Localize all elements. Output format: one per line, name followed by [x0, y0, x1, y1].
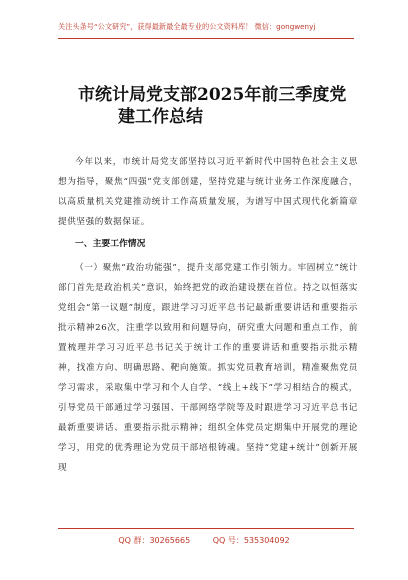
section-paragraph: （一）聚焦“政治功能强”，提升支部党建工作引领力。牢固树立“统计部门首先是政治机关”意识，始终把党的政治建设摆在首位。持之以恒落实党组会“第一议题”制度，跟进学习习近平总书记最新重要讲话和重要指示批示精神26次，注重学以致用和问题导向，研究重大问题和重点工作，前置梳理并学习习近平总书记关于统计工作的重要讲话和重要指示批示精神，找准方向、明确思路、靶向施策。抓实党员教育培训，精准聚焦党员学习需求，采取集中学习和个人自学、“线上+线下”学习相结合的模式，引导党员干部通过学习强国、干部网络学院等及时跟进学习习近平总书记最新重要讲话、重要指示批示精神；组织全体党员定期集中开展党的理论学习，用党的优秀理论为党员干部培根铸魂。坚持“党建+统计”创新开展现	[58, 263, 358, 473]
title-line-1: 市统计局党支部2025年前三季度党	[78, 85, 347, 105]
header-banner: 关注头条号“公文研究”，获得最新最全最专业的公文资料库！ 微信：gongwenyj	[58, 22, 316, 31]
document-title	[78, 84, 350, 128]
title-line-2: 建工作总结	[118, 107, 203, 127]
footer-qq-group: QQ 群：30265665	[118, 536, 191, 545]
section-heading: 一、主要工作情况	[75, 239, 146, 249]
header-divider	[58, 38, 354, 39]
footer-contact	[0, 535, 408, 547]
footer-divider	[58, 528, 354, 529]
footer-qq-number: QQ 号：535304092	[212, 536, 290, 545]
intro-paragraph: 今年以来，市统计局党支部坚持以习近平新时代中国特色社会主义思想为指导，聚焦“四强”党支部创建，坚持党建与统计业务工作深度融合，以高质量机关党建推动统计工作高质量发展，为谱写中国式现代化新篇章提供坚强的数据保证。	[58, 157, 358, 227]
